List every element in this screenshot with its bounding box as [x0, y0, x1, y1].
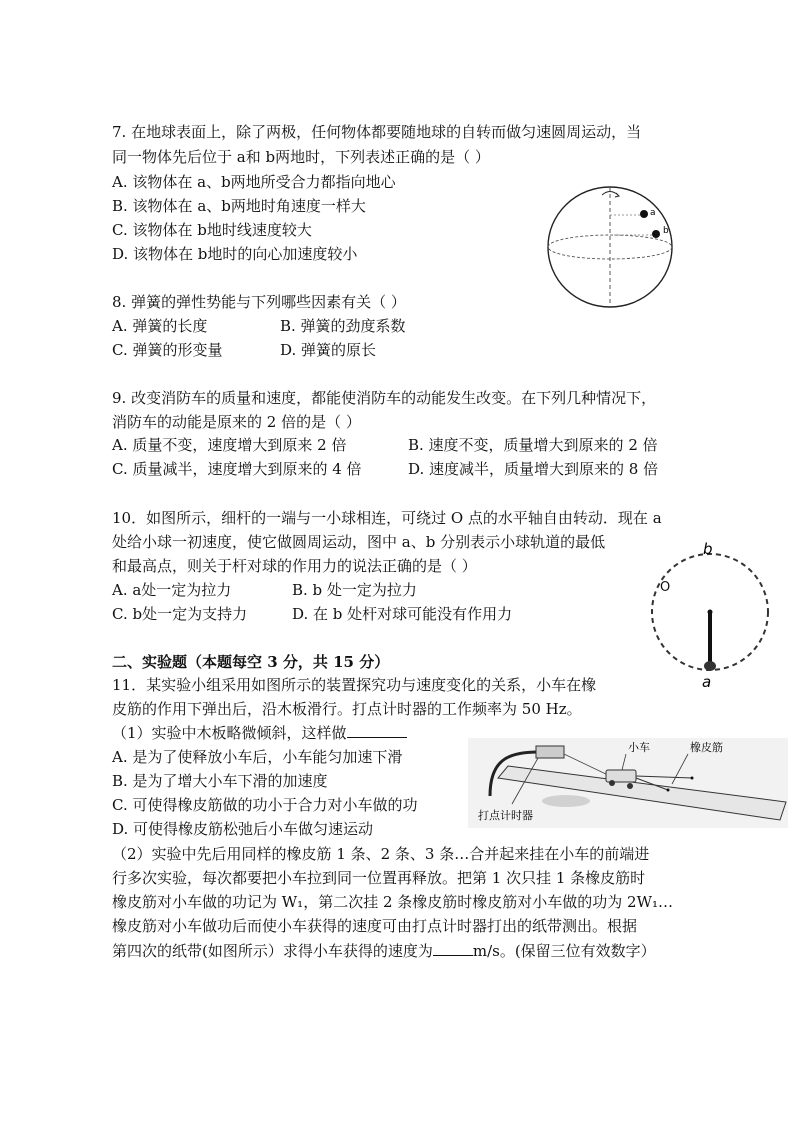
q8-option-d: D. 弹簧的原长 — [280, 341, 377, 359]
q11-part2-line3: 橡皮筋对小车做的功记为 W₁，第二次挂 2 条橡皮筋时橡皮筋对小车做的功为 2W₁… — [112, 893, 674, 911]
q10-stem-line3: 和最高点，则关于杆对球的作用力的说法正确的是（ ） — [112, 557, 477, 575]
answer-blank-1[interactable] — [347, 737, 407, 738]
q10-option-b: B. b 处一定为拉力 — [292, 581, 417, 599]
q11-stem-line2: 皮筋的作用下弹出后，沿木板滑行。打点计时器的工作频率为 50 Hz。 — [112, 700, 582, 718]
q9-option-d: D. 速度减半，质量增大到原来的 8 倍 — [408, 460, 659, 478]
q7-option-b: B. 该物体在 a、b两地时角速度一样大 — [112, 197, 366, 215]
q11-part1 — [112, 722, 407, 744]
q9-option-b: B. 速度不变，质量增大到原来的 2 倍 — [408, 436, 658, 454]
q11-stem-line1: 11．某实验小组采用如图所示的装置探究功与速度变化的关系，小车在橡 — [112, 676, 597, 694]
q8-stem: 8. 弹簧的弹性势能与下列哪些因素有关（ ） — [112, 293, 406, 311]
q11-p1-option-b: B. 是为了增大小车下滑的加速度 — [112, 772, 328, 790]
apparatus-label-band: 橡皮筋 — [690, 741, 723, 754]
q11-part2-line2: 行多次实验，每次都要把小车拉到同一位置再释放。把第 1 次只挂 1 条橡皮筋时 — [112, 869, 646, 887]
q10-stem-line1: 10．如图所示，细杆的一端与一小球相连，可绕过 O 点的水平轴自由转动．现在 a — [112, 509, 662, 527]
answer-blank-2[interactable] — [433, 955, 473, 956]
q10-option-c: C. b处一定为支持力 — [112, 605, 248, 623]
q11-part2-line1: （2）实验中先后用同样的橡皮筋 1 条、2 条、3 条…合并起来挂在小车的前端进 — [112, 845, 650, 863]
apparatus-label-timer: 打点计时器 — [478, 809, 533, 822]
q8-option-b: B. 弹簧的劲度系数 — [280, 317, 406, 335]
q7-option-c: C. 该物体在 b地时线速度较大 — [112, 221, 312, 239]
q9-stem-line1: 9. 改变消防车的质量和速度，都能使消防车的动能发生改变。在下列几种情况下， — [112, 389, 657, 407]
q7-stem-line1: 7. 在地球表面上，除了两极，任何物体都要随地球的自转而做匀速圆周运动，当 — [112, 123, 642, 141]
q11-part2-text-a: 第四次的纸带(如图所示）求得小车获得的速度为 — [112, 942, 433, 960]
q7-option-a: A. 该物体在 a、b两地所受合力都指向地心 — [112, 173, 396, 191]
q8-option-a: A. 弹簧的长度 — [112, 317, 208, 335]
rod-circle-figure — [650, 540, 776, 690]
q9-option-a: A. 质量不变，速度增大到原来 2 倍 — [112, 436, 347, 454]
q11-part2-text-b: m/s。(保留三位有效数字） — [472, 942, 656, 960]
q11-p1-option-c: C. 可使得橡皮筋做的功小于合力对小车做的功 — [112, 796, 418, 814]
q7-option-d: D. 该物体在 b地时的向心加速度较小 — [112, 245, 358, 263]
q9-stem-line2: 消防车的动能是原来的 2 倍的是（ ） — [112, 413, 361, 431]
q10-option-d: D. 在 b 处杆对球可能没有作用力 — [292, 605, 513, 623]
earth-label-a: a — [650, 208, 656, 218]
q11-part1-text: （1）实验中木板略微倾斜，这样做 — [112, 724, 347, 742]
rod-label-o: O — [660, 580, 671, 595]
rod-label-b: b — [703, 540, 713, 558]
apparatus-figure — [468, 738, 788, 828]
section-heading: 二、实验题（本题每空 3 分，共 15 分） — [112, 653, 390, 671]
q8-option-c: C. 弹簧的形变量 — [112, 341, 223, 359]
q7-stem-line2: 同一物体先后位于 a和 b两地时，下列表述正确的是（ ） — [112, 148, 490, 166]
earth-rotation-figure — [540, 185, 700, 310]
rod-label-a: a — [702, 673, 712, 690]
q11-p1-option-d: D. 可使得橡皮筋松弛后小车做匀速运动 — [112, 820, 374, 838]
q11-p1-option-a: A. 是为了使释放小车后，小车能匀加速下滑 — [112, 748, 403, 766]
q10-stem-line2: 处给小球一初速度，使它做圆周运动，图中 a、b 分别表示小球轨道的最低 — [112, 533, 606, 551]
q11-part2-line4: 橡皮筋对小车做功后而使小车获得的速度可由打点计时器打出的纸带测出。根据 — [112, 917, 638, 935]
q9-option-c: C. 质量减半，速度增大到原来的 4 倍 — [112, 460, 362, 478]
apparatus-label-car: 小车 — [628, 741, 650, 754]
earth-label-b: b — [663, 226, 669, 236]
q11-part2-line5 — [112, 940, 656, 962]
q10-option-a: A. a处一定为拉力 — [112, 581, 232, 599]
